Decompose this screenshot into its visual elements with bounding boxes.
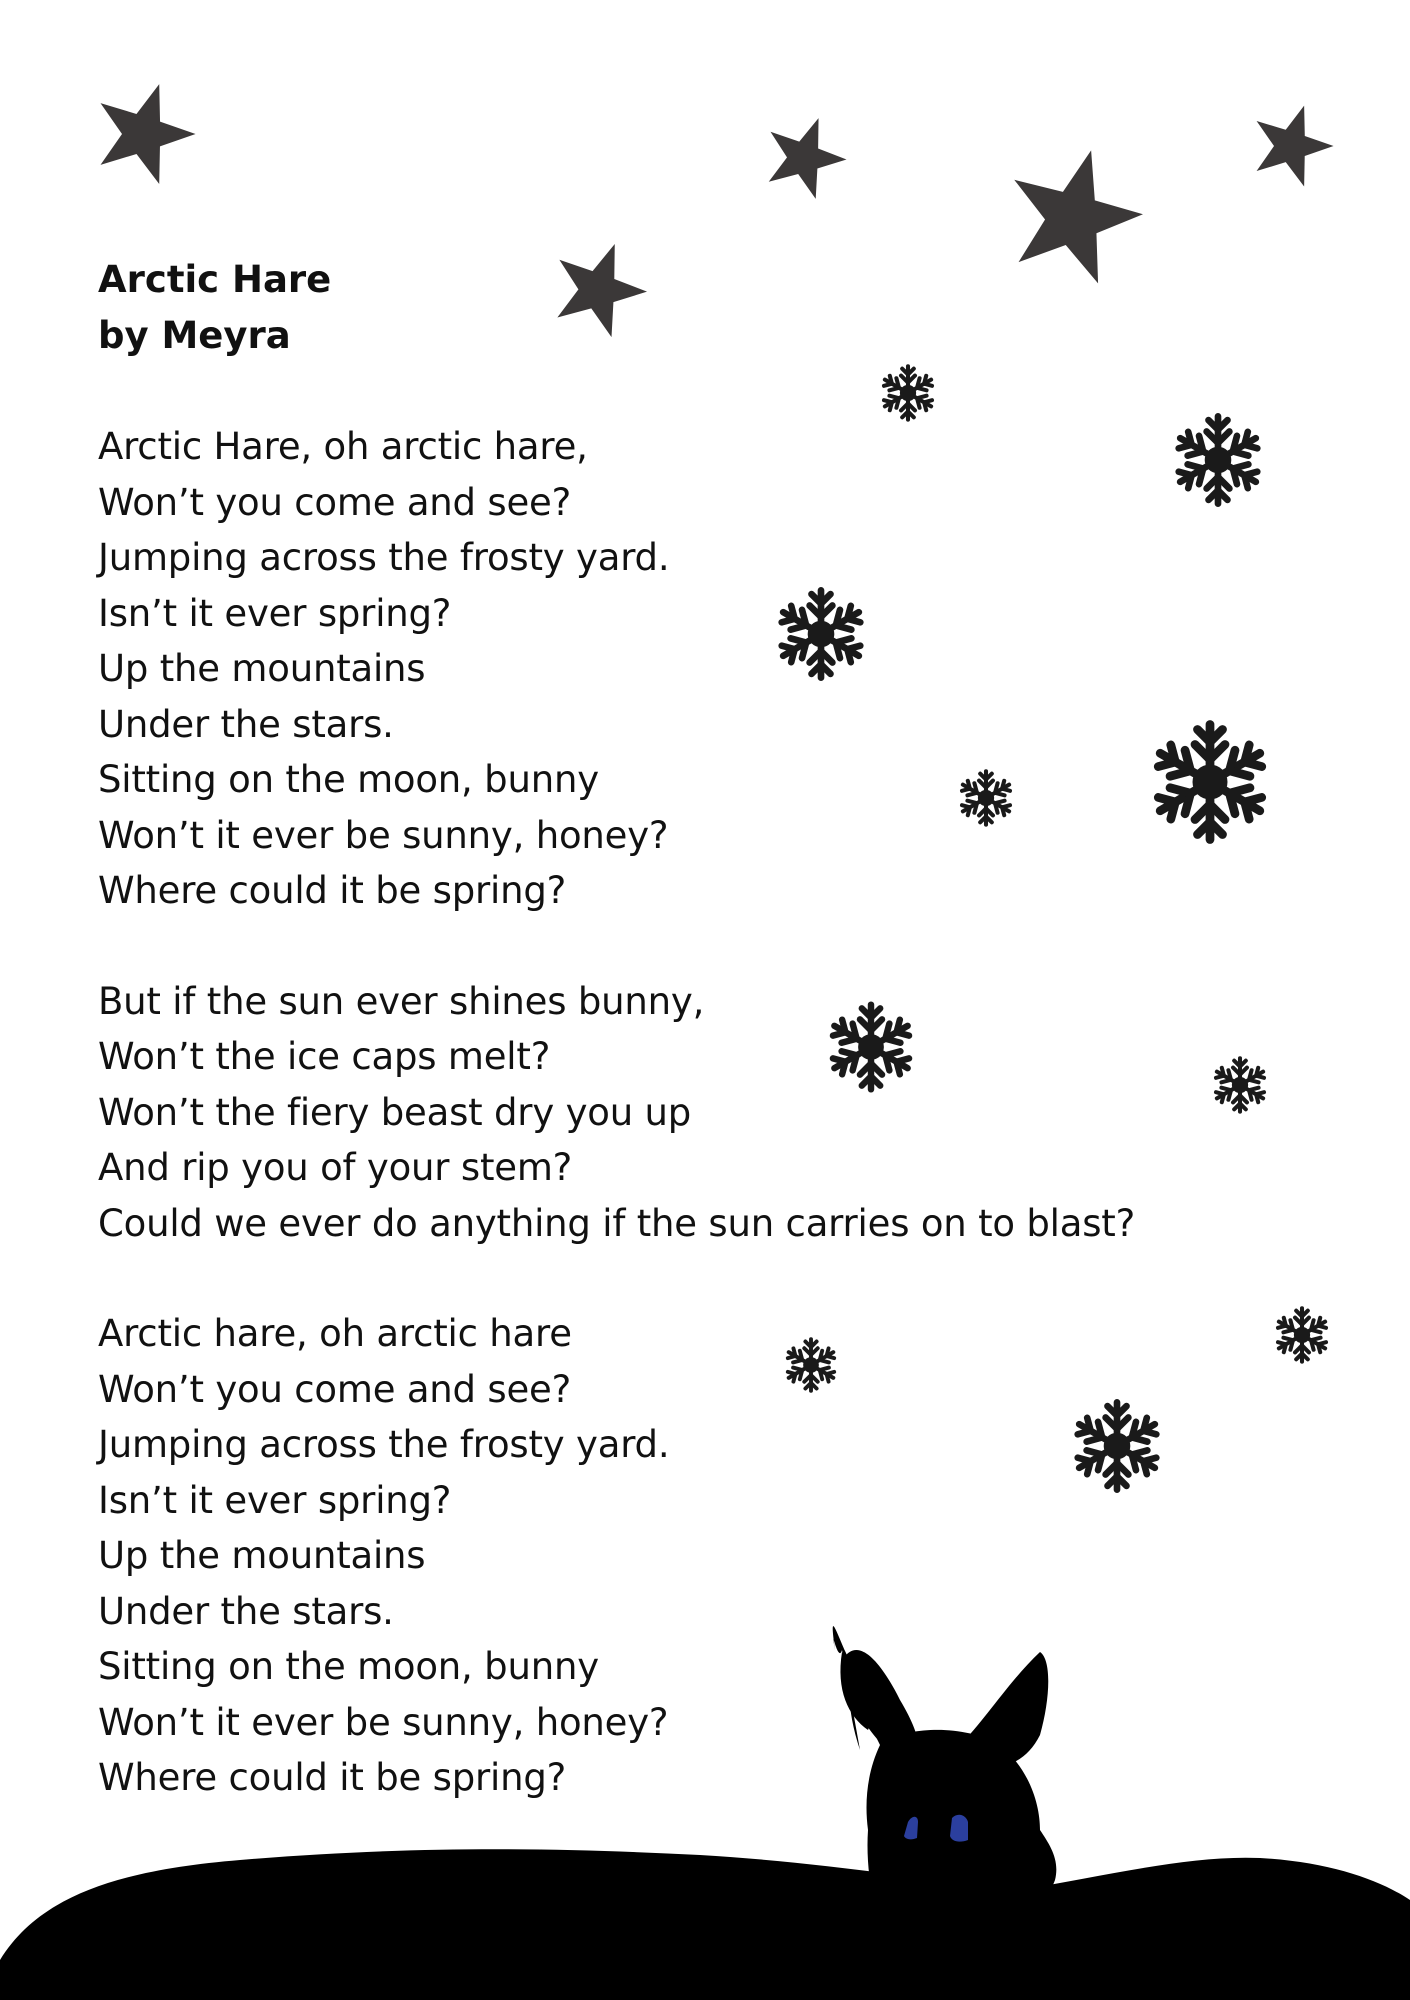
- poem-author: by Meyra: [98, 314, 291, 357]
- poem-line: Won’t it ever be sunny, honey?: [98, 1700, 669, 1744]
- snow-hill: [0, 1849, 1410, 2000]
- poem-line: Where could it be spring?: [98, 869, 567, 912]
- poem-line: Isn’t it ever spring?: [98, 591, 452, 635]
- poem-line: Jumping across the frosty yard.: [98, 536, 670, 579]
- poem-line: Up the mountains: [98, 1534, 426, 1577]
- poem-line: Under the stars.: [98, 1589, 394, 1633]
- hare-eye-right: [950, 1815, 968, 1842]
- star-icon: [754, 104, 856, 204]
- star-icon: [82, 69, 206, 190]
- poem-title: Arctic Hare: [98, 258, 332, 301]
- poem-line: Won’t the ice caps melt?: [98, 1035, 551, 1078]
- poem-line: Up the mountains: [98, 647, 426, 690]
- star-icon: [1242, 93, 1343, 191]
- stanza-1: [98, 419, 1318, 919]
- poem-line: Won’t the fiery beast dry you up: [98, 1090, 692, 1134]
- poem-line: Won’t you come and see?: [98, 480, 572, 524]
- poem-line: Sitting on the moon, bunny: [98, 758, 599, 801]
- poem-line: Won’t you come and see?: [98, 1367, 572, 1411]
- poem-line: But if the sun ever shines bunny,: [98, 979, 705, 1023]
- poem: [98, 252, 1318, 1806]
- poem-line: And rip you of your stem?: [98, 1146, 573, 1189]
- poem-line: Arctic Hare, oh arctic hare,: [98, 425, 588, 468]
- poem-line: Won’t it ever be sunny, honey?: [98, 813, 669, 857]
- poem-line: Under the stars.: [98, 702, 394, 746]
- poem-line: Could we ever do anything if the sun carries on to blast?: [98, 1201, 1136, 1245]
- poem-line: Jumping across the frosty yard.: [98, 1423, 670, 1466]
- poem-line: Where could it be spring?: [98, 1756, 567, 1799]
- stanza-3: [98, 1306, 1318, 1806]
- stanza-2: [98, 974, 1318, 1252]
- poem-line: Sitting on the moon, bunny: [98, 1645, 599, 1688]
- poem-line: Arctic hare, oh arctic hare: [98, 1312, 572, 1355]
- poem-line: Isn’t it ever spring?: [98, 1478, 452, 1522]
